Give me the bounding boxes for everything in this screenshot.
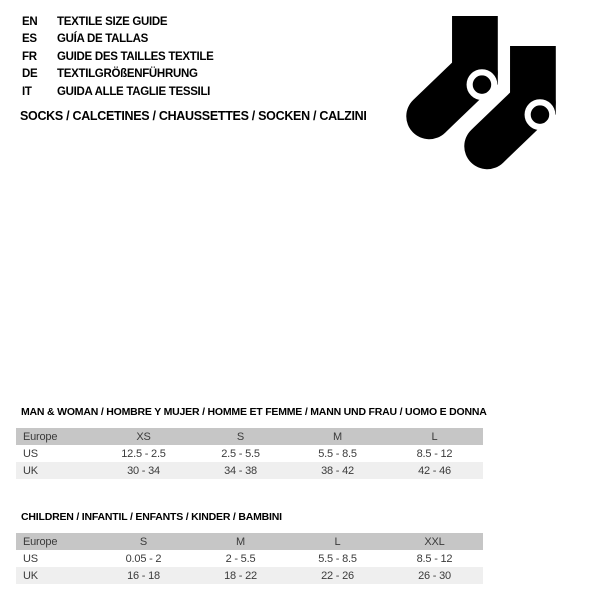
size-column-header: M xyxy=(289,428,386,445)
size-value: 42 - 46 xyxy=(386,462,483,479)
language-code: DE xyxy=(22,68,38,81)
size-table-children xyxy=(16,533,483,584)
size-value: 30 - 34 xyxy=(95,462,192,479)
language-label: TEXTILE SIZE GUIDE xyxy=(57,15,168,28)
region-header-cell: Europe xyxy=(16,428,95,445)
language-code: ES xyxy=(22,33,37,46)
size-column-header: S xyxy=(192,428,289,445)
size-value: 12.5 - 2.5 xyxy=(121,447,166,460)
language-label: GUIDE DES TAILLES TEXTILE xyxy=(57,50,214,63)
size-value: 22 - 26 xyxy=(289,567,386,584)
row-label: UK xyxy=(16,462,95,479)
size-section-children xyxy=(16,510,483,584)
size-column-header: L xyxy=(386,428,483,445)
language-row-it xyxy=(22,83,214,101)
language-row-fr xyxy=(22,48,214,66)
row-label: UK xyxy=(16,567,95,584)
table-row xyxy=(16,445,483,462)
socks-icon xyxy=(405,14,565,174)
language-code: IT xyxy=(22,85,32,98)
size-value: 5.5 - 8.5 xyxy=(318,552,357,565)
size-value: 26 - 30 xyxy=(386,567,483,584)
row-label: US xyxy=(23,552,38,565)
size-column-header: XS xyxy=(95,428,192,445)
table-header-row xyxy=(16,428,483,445)
size-column-header: XXL xyxy=(386,533,483,550)
size-value: 2.5 - 5.5 xyxy=(221,447,260,460)
category-title: SOCKS / CALCETINES / CHAUSSETTES / SOCKEN / CALZINI xyxy=(20,109,367,123)
size-column-header: M xyxy=(192,533,289,550)
language-label: GUIDA ALLE TAGLIE TESSILI xyxy=(57,85,211,98)
size-table-man-woman xyxy=(16,428,483,479)
size-value: 8.5 - 12 xyxy=(416,552,453,565)
size-value: 34 - 38 xyxy=(192,462,289,479)
size-value: 18 - 22 xyxy=(192,567,289,584)
size-section-man-woman xyxy=(16,405,487,479)
language-label: TEXTILGRÖßENFÜHRUNG xyxy=(57,68,198,81)
language-code: FR xyxy=(22,50,37,63)
language-label: GUÍA DE TALLAS xyxy=(57,33,148,46)
size-value: 5.5 - 8.5 xyxy=(318,447,357,460)
size-column-header: S xyxy=(95,533,192,550)
size-value: 16 - 18 xyxy=(95,567,192,584)
region-header-cell: Europe xyxy=(16,533,95,550)
size-value: 0.05 - 2 xyxy=(125,552,162,565)
language-code: EN xyxy=(22,15,38,28)
table-row xyxy=(16,462,483,479)
section-title: CHILDREN / INFANTIL / ENFANTS / KINDER / BAMBINI xyxy=(21,511,282,523)
size-value: 8.5 - 12 xyxy=(416,447,453,460)
language-row-es xyxy=(22,31,214,49)
table-row xyxy=(16,550,483,567)
size-column-header: L xyxy=(289,533,386,550)
section-title: MAN & WOMAN / HOMBRE Y MUJER / HOMME ET FEMME / MANN UND FRAU / UOMO E DONNA xyxy=(21,406,487,418)
language-list xyxy=(22,13,214,101)
size-value: 2 - 5.5 xyxy=(225,552,256,565)
language-row-en xyxy=(22,13,214,31)
table-row xyxy=(16,567,483,584)
table-header-row xyxy=(16,533,483,550)
language-row-de xyxy=(22,66,214,84)
row-label: US xyxy=(23,447,38,460)
size-value: 38 - 42 xyxy=(289,462,386,479)
